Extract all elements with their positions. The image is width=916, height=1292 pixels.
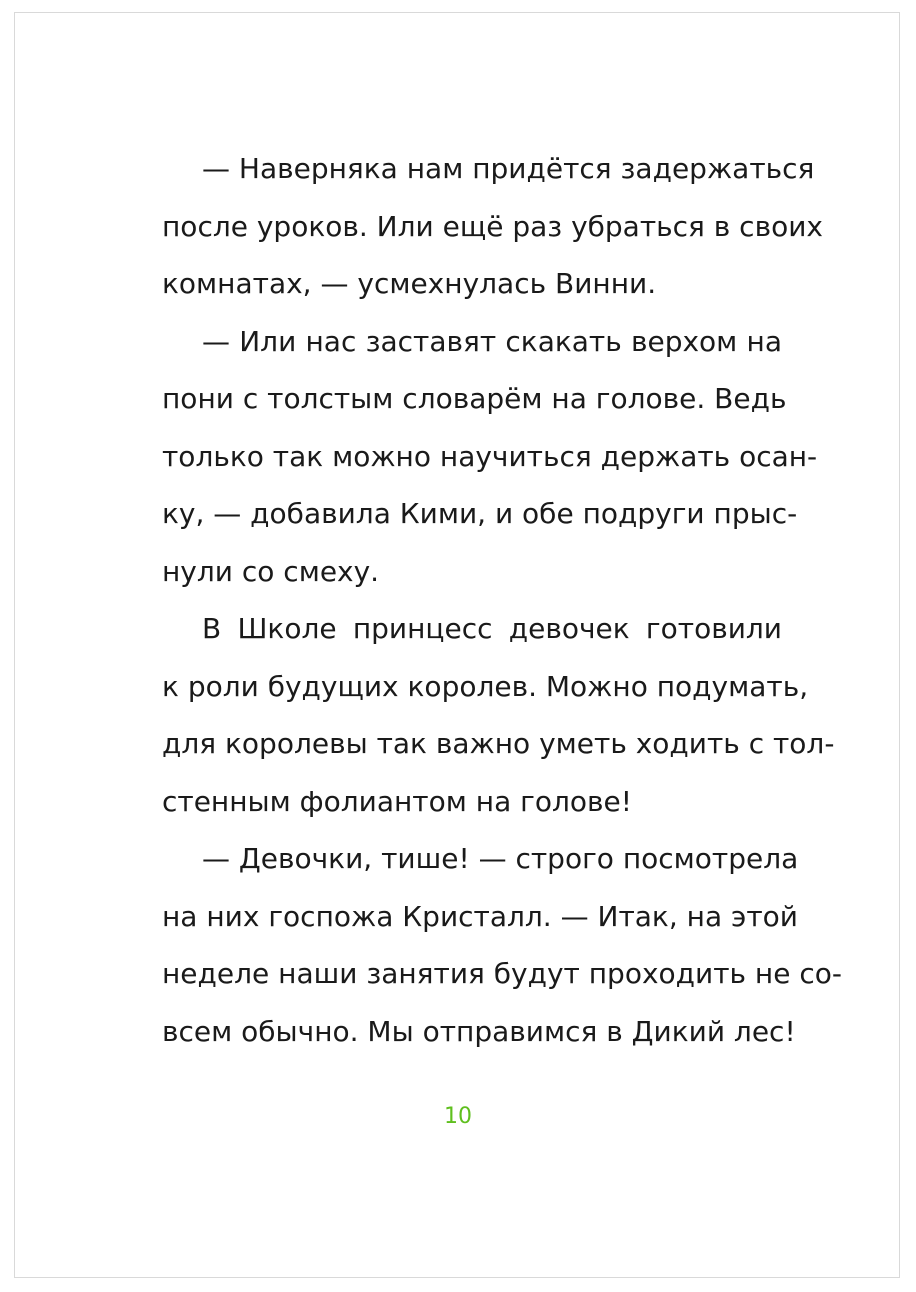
paragraph-1 [162, 140, 823, 313]
text-line: неделе наши занятия будут проходить не со- [162, 957, 842, 990]
text-line: пони с толстым словарём на голове. Ведь [162, 382, 787, 415]
text-line: для королевы так важно уметь ходить с тол- [162, 727, 835, 760]
text-line: только так можно научиться держать осан- [162, 439, 818, 473]
text-line: нули со смеху. [162, 554, 380, 588]
text-line: комнатах, — усмехнулась Винни. [162, 267, 657, 300]
text-line: — Или нас заставят скакать верхом на [202, 324, 782, 358]
page-number: 10 [444, 1104, 472, 1129]
paragraph-3 [162, 600, 835, 830]
text-line: — Девочки, тише! — строго посмотрела [202, 842, 799, 875]
text-line: В Школе принцесс девочек готовили [202, 612, 782, 645]
text-line: на них госпожа Кристалл. — Итак, на этой [162, 899, 799, 933]
body-text [162, 140, 842, 1060]
text-line: ку, — добавила Кими, и обе подруги прыс- [162, 497, 798, 530]
text-line: после уроков. Или ещё раз убраться в своих [162, 209, 823, 243]
text-line: стенным фолиантом на голове! [162, 784, 632, 818]
paragraph-2 [162, 313, 818, 601]
text-line: всем обычно. Мы отправимся в Дикий лес! [162, 1014, 796, 1048]
text-line: к роли будущих королев. Можно подумать, [162, 669, 809, 703]
text-line: — Наверняка нам придётся задержаться [202, 152, 815, 185]
paragraph-4 [162, 830, 842, 1060]
